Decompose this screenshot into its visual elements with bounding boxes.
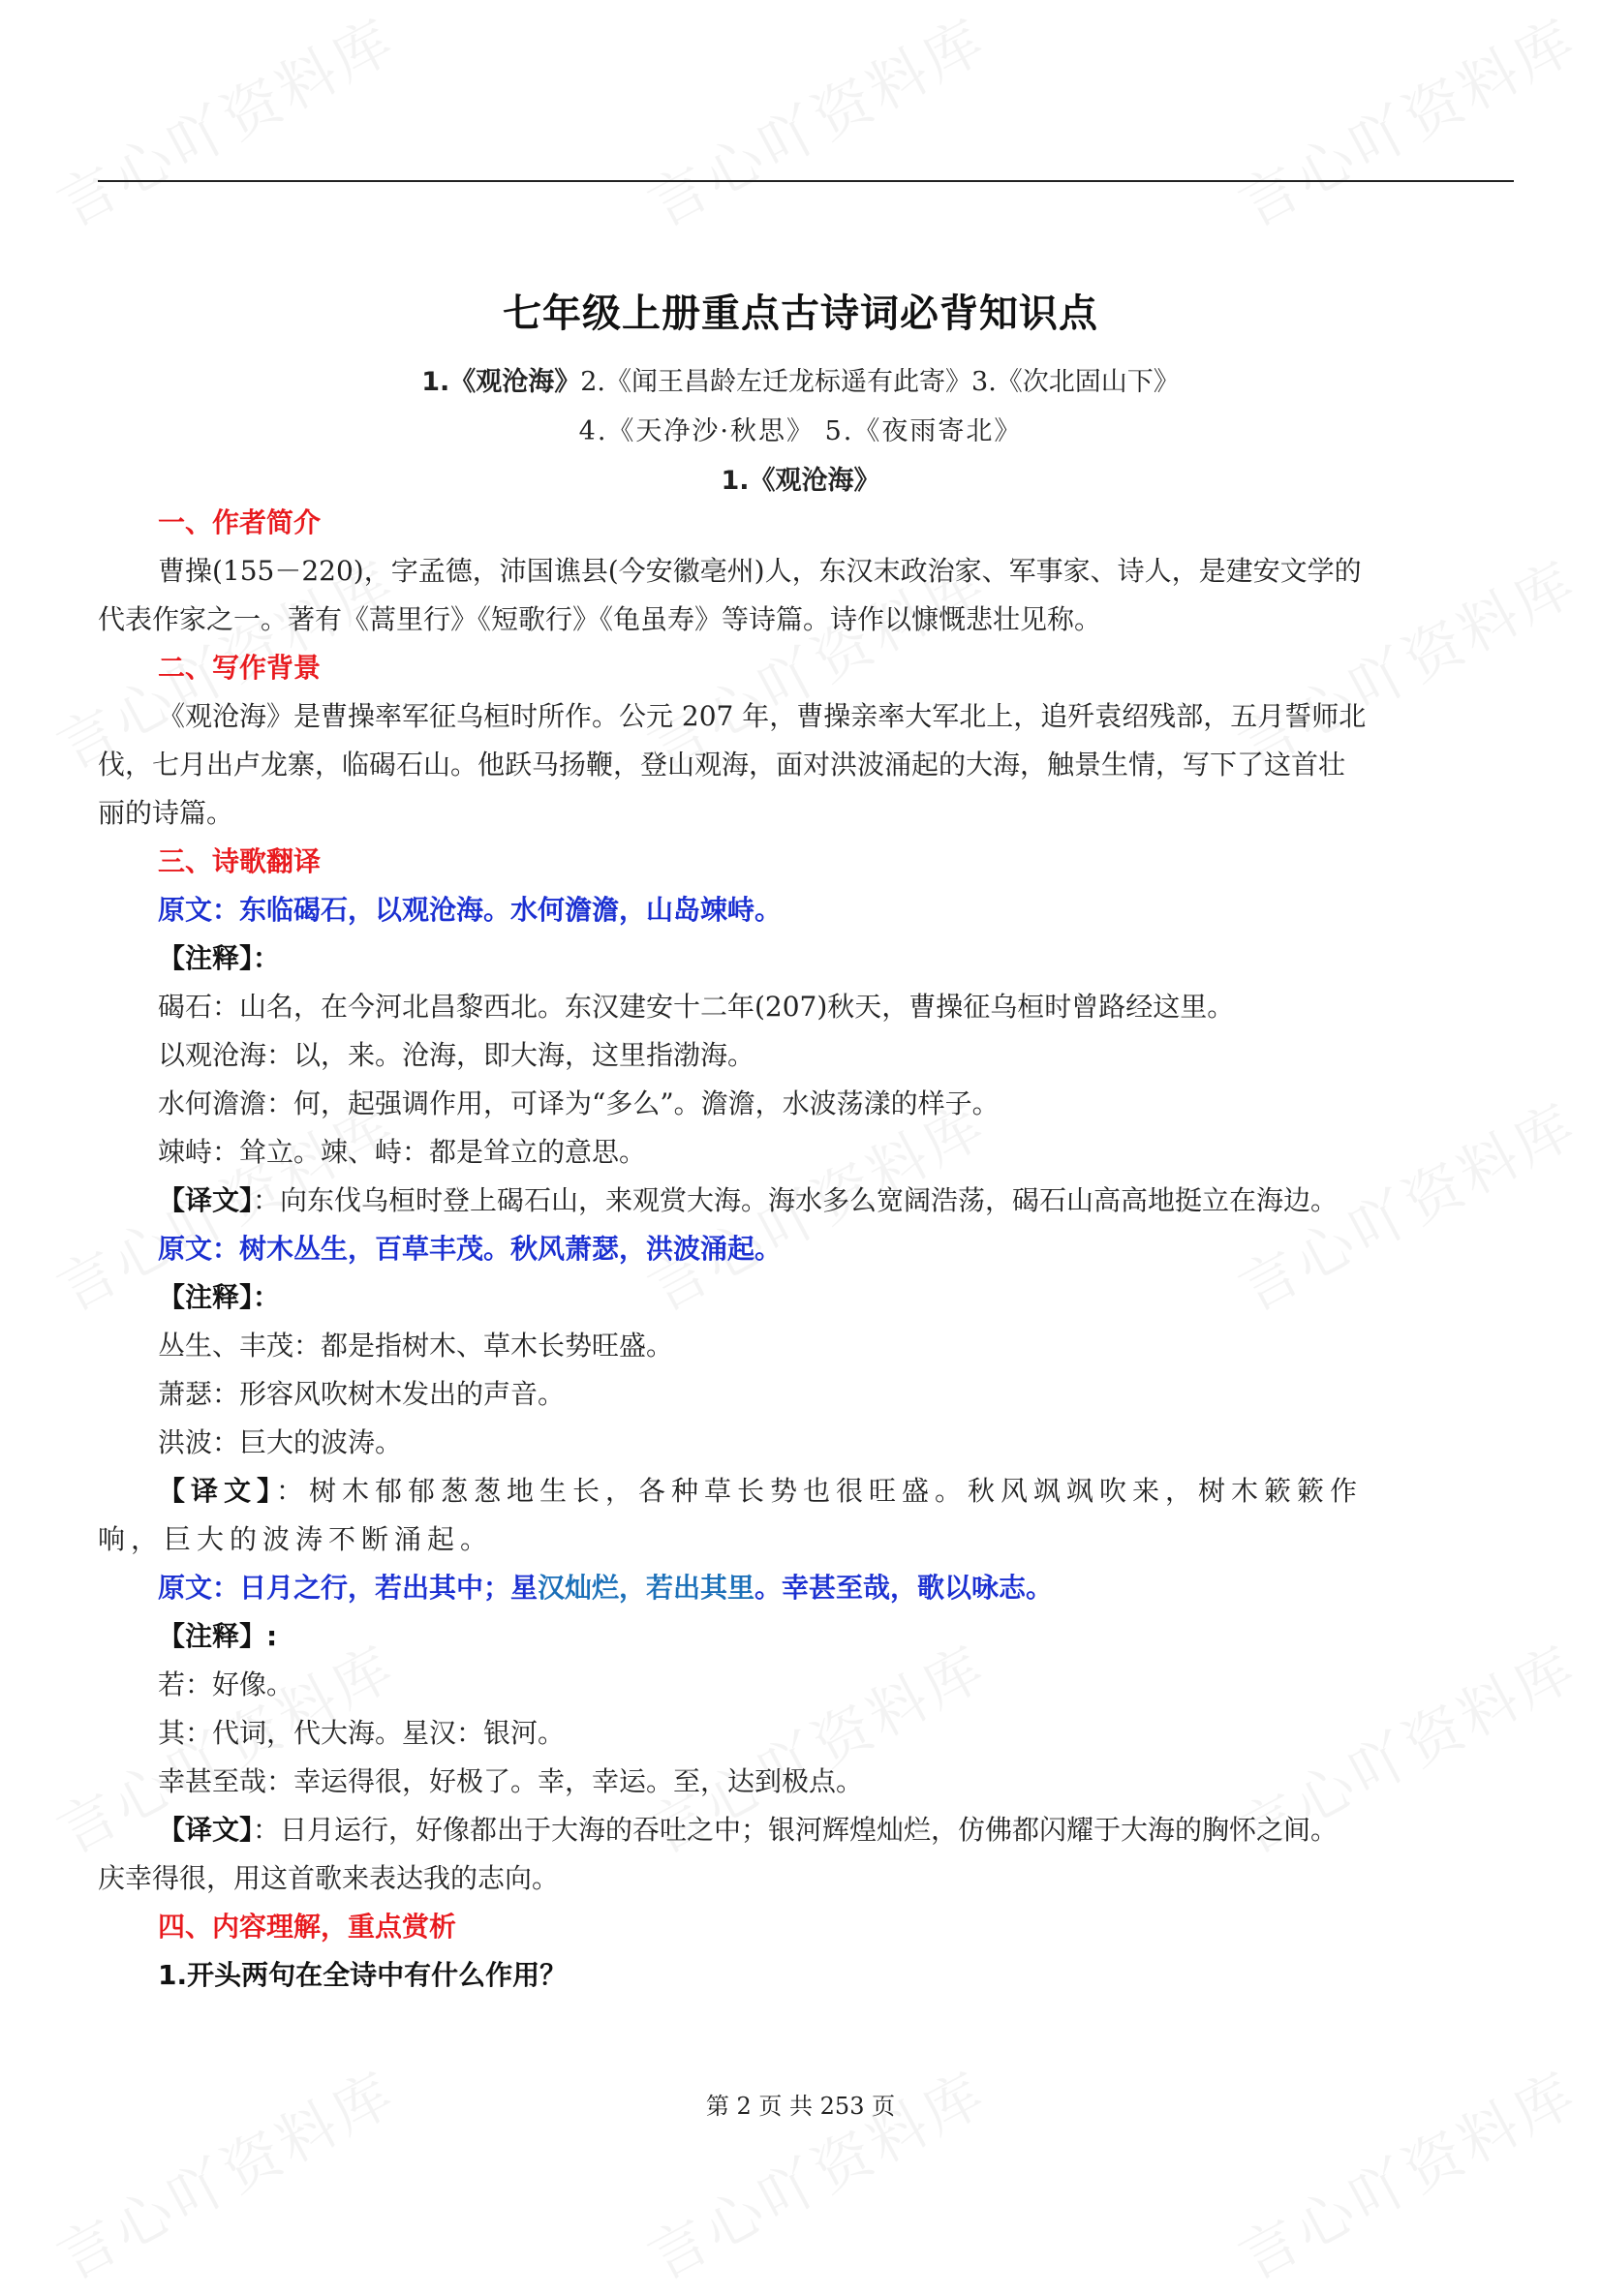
question-1: 1.开头两句在全诗中有什么作用？	[158, 1959, 568, 1991]
translation-label: 【译文】	[158, 1475, 277, 1507]
translation-3-cont: 庆幸得很，用这首歌来表达我的志向。	[98, 1862, 560, 1894]
header-rule	[98, 180, 1514, 182]
note-item: 幸甚至哉：幸运得很，好极了。幸，幸运。至，达到极点。	[158, 1765, 864, 1797]
section-poem-title	[0, 459, 1601, 497]
watermark	[631, 0, 999, 243]
heading-analysis: 四、内容理解，重点赏析	[158, 1911, 457, 1943]
original-text-1: 原文：东临碣石，以观沧海。水何澹澹，山岛竦峙。	[158, 894, 783, 926]
translation-text: ：向东伐乌桓时登上碣石山，来观赏大海。海水多么宽阔浩荡，碣石山高高地挺立在海边。	[253, 1184, 1339, 1216]
translation-label: 【译文】	[158, 1184, 254, 1216]
original-part: 汉灿烂，若出其里	[538, 1572, 755, 1604]
translation-text: ：日月运行，好像都出于大海的吞吐之中；银河辉煌灿烂，仿佛都闪耀于大海的胸怀之间。	[253, 1814, 1339, 1846]
translation-2	[158, 1474, 1363, 1509]
original-part: 。幸甚至哉，歌以咏志。	[754, 1572, 1054, 1604]
author-text-1: 曹操(155－220)，字孟德，沛国谯县(今安徽亳州)人，东汉末政治家、军事家、诗人，是建安文学的	[158, 555, 1362, 587]
toc-item-current: 1.《观沧海》	[421, 367, 581, 397]
note-item: 萧瑟：形容风吹树木发出的声音。	[158, 1378, 566, 1410]
translation-label: 【译文】	[158, 1814, 254, 1846]
watermark	[41, 2048, 408, 2296]
poem-title: 1.《观沧海》	[721, 466, 880, 496]
note-item: 以观沧海：以，来。沧海，即大海，这里指渤海。	[158, 1039, 755, 1071]
note-label: 【注释】：	[158, 942, 281, 974]
heading-background: 二、写作背景	[158, 652, 322, 684]
note-item: 竦峙：耸立。竦、峙：都是耸立的意思。	[158, 1136, 647, 1168]
original-text-2: 原文：树木丛生，百草丰茂。秋风萧瑟，洪波涌起。	[158, 1233, 783, 1265]
heading-translation: 三、诗歌翻译	[158, 845, 322, 877]
toc-line-2: 4.《天净沙·秋思》 5.《夜雨寄北》	[578, 416, 1023, 446]
background-text-1: 《观沧海》是曹操率军征乌桓时所作。公元 207 年，曹操亲率大军北上，追歼袁绍残部，五月誓师北	[158, 700, 1367, 732]
original-text-3	[158, 1571, 1053, 1606]
watermark	[631, 2048, 999, 2296]
translation-3	[158, 1813, 1338, 1848]
translation-text: ：树木郁郁葱葱地生长，各种草长势也很旺盛。秋风飒飒吹来，树木簌簌作	[276, 1475, 1364, 1507]
heading-author: 一、作者简介	[158, 506, 322, 538]
note-item: 水何澹澹：何，起强调作用，可译为“多么”。澹澹，水波荡漾的样子。	[158, 1087, 1000, 1119]
author-text-2: 代表作家之一。著有《蒿里行》《短歌行》《龟虽寿》等诗篇。诗作以慷慨悲壮见称。	[98, 603, 1102, 635]
toc-line-1	[0, 360, 1601, 398]
translation-1	[158, 1183, 1338, 1218]
note-item: 洪波：巨大的波涛。	[158, 1426, 403, 1458]
note-label: 【注释】：	[158, 1281, 281, 1313]
watermark	[41, 0, 408, 243]
note-item: 碣石：山名，在今河北昌黎西北。东汉建安十二年(207)秋天，曹操征乌桓时曾路经这里。	[158, 991, 1235, 1023]
note-item: 其：代词，代大海。星汉：银河。	[158, 1717, 566, 1749]
translation-2-cont: 响，巨大的波涛不断涌起。	[98, 1523, 494, 1555]
background-text-2: 伐，七月出卢龙寨，临碣石山。他跃马扬鞭，登山观海，面对洪波涌起的大海，触景生情，写下了这首壮	[98, 749, 1346, 781]
background-text-3: 丽的诗篇。	[98, 797, 234, 829]
watermark	[1222, 2048, 1589, 2296]
watermark	[1222, 0, 1589, 243]
note-label: 【注释】:	[158, 1620, 278, 1652]
page-footer: 第 2 页 共 253 页	[705, 2093, 896, 2120]
toc-items: 2.《闻王昌龄左迁龙标遥有此寄》3.《次北固山下》	[580, 367, 1180, 397]
note-item: 丛生、丰茂：都是指树木、草木长势旺盛。	[158, 1330, 674, 1362]
original-part: 原文：日月之行，若出其中；星	[158, 1572, 539, 1604]
note-item: 若：好像。	[158, 1668, 294, 1700]
page-title: 七年级上册重点古诗词必背知识点	[503, 291, 1098, 336]
